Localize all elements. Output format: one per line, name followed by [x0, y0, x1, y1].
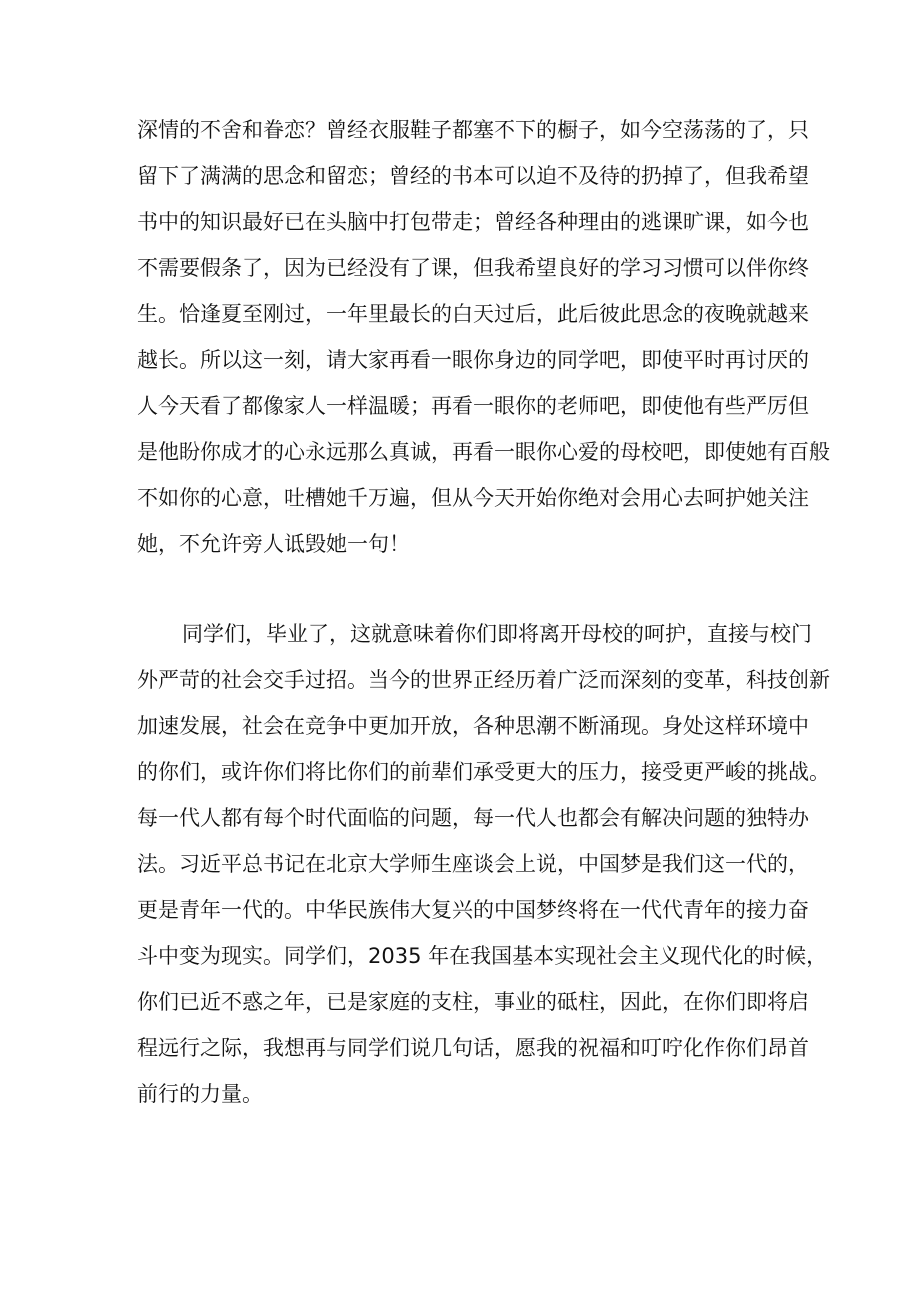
paragraph-1-line-10: 她，不允许旁人诋毁她一句！ [137, 532, 410, 556]
paragraph-2-line-9: 你们已近不惑之年，已是家庭的支柱，事业的砥柱，因此，在你们即将启 [137, 990, 809, 1014]
paragraph-1-line-3: 书中的知识最好已在头脑中打包带走；曾经各种理由的逃课旷课，如今也 [137, 210, 809, 234]
paragraph-1-line-2: 留下了满满的思念和留恋；曾经的书本可以迫不及待的扔掉了，但我希望 [137, 164, 809, 188]
paragraph-1-line-7: 人今天看了都像家人一样温暖；再看一眼你的老师吧，即使他有些严厉但 [137, 394, 809, 418]
paragraph-2-line-5: 每一代人都有每个时代面临的问题，每一代人也都会有解决问题的独特办 [137, 806, 809, 830]
paragraph-2-line-8: 斗中变为现实。同学们，2035 年在我国基本实现社会主义现代化的时候， [137, 944, 828, 968]
paragraph-1-line-1: 深情的不舍和眷恋？曾经衣服鞋子都塞不下的橱子，如今空荡荡的了，只 [137, 118, 809, 142]
paragraph-1-line-4: 不需要假条了，因为已经没有了课，但我希望良好的学习习惯可以伴你终 [137, 256, 809, 280]
paragraph-1-line-9: 不如你的心意，吐槽她千万遍，但从今天开始你绝对会用心去呵护她关注 [137, 486, 809, 510]
paragraph-2-line-7: 更是青年一代的。中华民族伟大复兴的中国梦终将在一代代青年的接力奋 [137, 898, 809, 922]
paragraph-2-line-10: 程远行之际，我想再与同学们说几句话，愿我的祝福和叮咛化作你们昂首 [137, 1036, 809, 1060]
paragraph-2-line-1: 同学们，毕业了，这就意味着你们即将离开母校的呵护，直接与校门 [182, 622, 812, 646]
paragraph-1-line-5: 生。恰逢夏至刚过，一年里最长的白天过后，此后彼此思念的夜晚就越来 [137, 302, 809, 326]
paragraph-2-line-11: 前行的力量。 [137, 1082, 263, 1106]
paragraph-2-line-2: 外严苛的社会交手过招。当今的世界正经历着广泛而深刻的变革，科技创新 [137, 668, 830, 692]
paragraph-2-line-4: 的你们，或许你们将比你们的前辈们承受更大的压力，接受更严峻的挑战。 [137, 760, 830, 784]
paragraph-1-line-6: 越长。所以这一刻，请大家再看一眼你身边的同学吧，即使平时再讨厌的 [137, 348, 809, 372]
paragraph-2-line-3: 加速发展，社会在竞争中更加开放，各种思潮不断涌现。身处这样环境中 [137, 714, 809, 738]
paragraph-1-line-8: 是他盼你成才的心永远那么真诚，再看一眼你心爱的母校吧，即使她有百般 [137, 440, 830, 464]
paragraph-2-line-6: 法。习近平总书记在北京大学师生座谈会上说，中国梦是我们这一代的， [137, 852, 809, 876]
